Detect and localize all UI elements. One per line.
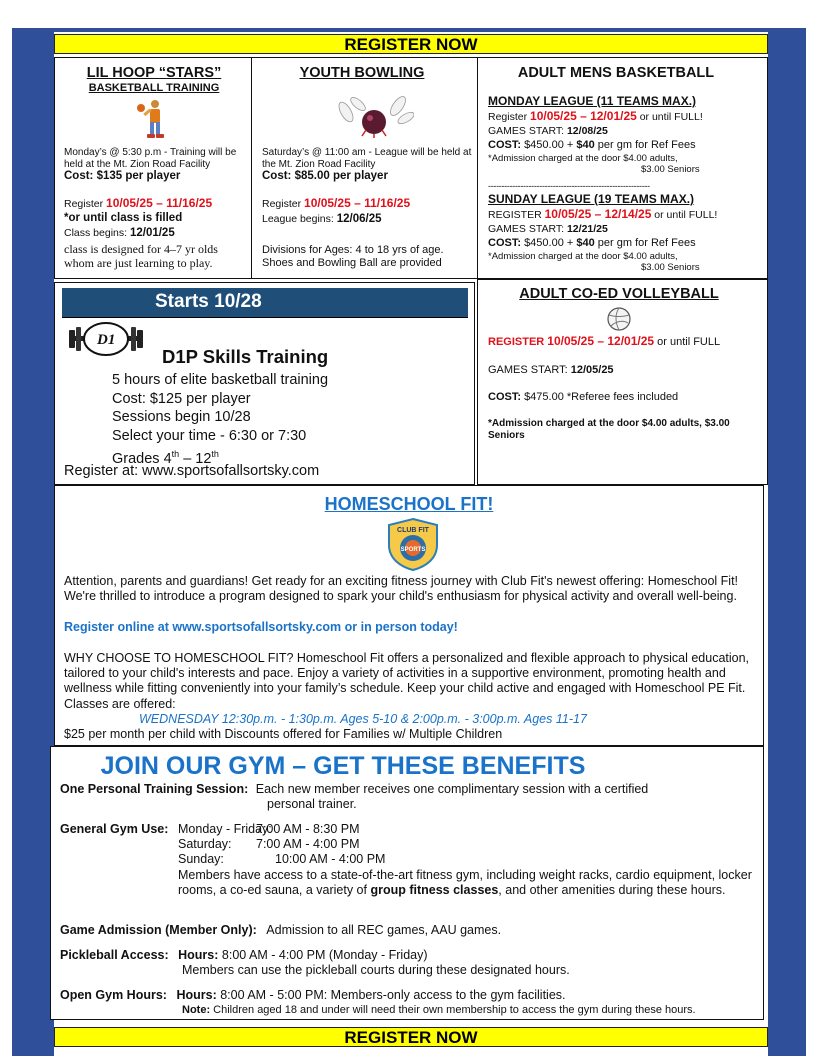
youth-bowling-schedule: Saturday’s @ 11:00 am - League will be held at the Mt. Zion Road Facility: [262, 147, 472, 170]
cost-suffix: per gm for Ref Fees: [597, 139, 696, 151]
monday-games: [488, 125, 608, 138]
cost-value: $475.00 *Referee fees included: [524, 391, 679, 403]
personal-label: One Personal Training Session:: [60, 782, 249, 796]
monday-register: [488, 110, 703, 124]
homeschool-register[interactable]: Register online at www.sportsofallsortsky.com or in person today!: [64, 620, 458, 634]
volleyball-register: [488, 335, 720, 349]
begins-date: 12/06/25: [336, 213, 382, 225]
d1p-line: Sessions begin 10/28: [112, 409, 251, 425]
monday-admission: *Admission charged at the door $4.00 adults,: [488, 153, 678, 164]
sunday-cost: [488, 237, 696, 250]
lil-hoop-schedule: Monday’s @ 5:30 p.m - Training will be held at the Mt. Zion Road Facility: [64, 147, 237, 170]
lil-hoop-until: *or until class is filled: [64, 212, 183, 224]
lil-hoop-description: class is designed for 4–7 yr olds whom are just learning to play.: [64, 242, 218, 270]
register-suffix: or until FULL!: [639, 111, 703, 123]
youth-bowling-begins: [262, 213, 382, 226]
hours-day: Sunday:: [178, 852, 224, 866]
youth-bowling-register: [262, 197, 410, 211]
club-fit-logo-text: CLUB FIT: [397, 527, 429, 534]
youth-bowling-cost: Cost: $85.00 per player: [262, 170, 388, 182]
hours-time: 7:00 AM - 4:00 PM: [256, 837, 360, 851]
d1p-line: Select your time - 6:30 or 7:30: [112, 427, 307, 444]
register-label: Register: [488, 111, 528, 123]
youth-bowling-divisions: Divisions for Ages: 4 to 18 yrs of age.: [262, 244, 444, 256]
begins-date: 12/01/25: [129, 227, 175, 239]
bowling-pins-icon: [336, 94, 414, 138]
volleyball-title: ADULT CO-ED VOLLEYBALL: [519, 286, 719, 302]
register-dates: 10/05/25 – 12/01/25: [530, 109, 637, 123]
gym-title: JOIN OUR GYM – GET THESE BENEFITS: [100, 752, 586, 780]
grades-sup: th: [171, 449, 180, 459]
cost-value: $450.00 +: [524, 237, 574, 249]
sunday-heading: SUNDAY LEAGUE (19 TEAMS MAX.): [488, 192, 695, 206]
register-label: REGISTER: [488, 209, 542, 221]
lil-hoop-cost: Cost: $135 per player: [64, 170, 181, 182]
register-label: Register: [262, 198, 302, 210]
d1p-register[interactable]: Register at: www.sportsofallsortsky.com: [64, 463, 320, 479]
d1p-line: Cost: $125 per player: [112, 390, 251, 407]
d1p-banner-text: Starts 10/28: [155, 291, 262, 312]
cost-label: COST:: [488, 139, 521, 151]
register-now-banner-bottom[interactable]: REGISTER NOW: [54, 1027, 768, 1047]
open-label: Open Gym Hours:: [60, 988, 167, 1002]
register-dates: 10/05/25 – 11/16/25: [304, 196, 411, 210]
general-desc: Members have access to a state-of-the-art fitness gym, including weight racks, cardio equipment, locker rooms, a co-ed sauna, a variety of: [178, 868, 752, 897]
games-date: 12/05/25: [570, 364, 614, 376]
d1p-panel: [54, 282, 475, 485]
open-hours-label: Hours:: [176, 988, 217, 1002]
note-text: Children aged 18 and under will need their own membership to access the gym during these hours.: [213, 1004, 696, 1016]
homeschool-panel: [54, 485, 764, 746]
grades-end: – 12: [179, 450, 212, 467]
gym-hours-row: [178, 837, 418, 852]
games-label: GAMES START:: [488, 125, 565, 137]
d1p-logo: [67, 321, 145, 359]
games-label: GAMES START:: [488, 223, 565, 235]
register-dates: 10/05/25 – 12/01/25: [547, 334, 655, 348]
homeschool-schedule: WEDNESDAY 12:30p.m. - 1:30p.m. Ages 5-10 & 2:00p.m. - 3:00p.m. Ages 11-17: [139, 712, 587, 726]
register-now-banner-top[interactable]: REGISTER NOW: [54, 34, 768, 54]
club-fit-logo-word: SPORTS: [400, 547, 426, 553]
register-label: REGISTER: [488, 336, 545, 348]
cost-value: $450.00 +: [524, 139, 574, 151]
hours-day: Monday - Friday:: [178, 822, 272, 836]
club-fit-logo: [387, 517, 439, 571]
personal-training-row: [60, 782, 648, 797]
games-date: 12/08/25: [566, 125, 608, 137]
volleyball-panel: [477, 279, 768, 485]
game-text: Admission to all REC games, AAU games.: [266, 923, 502, 937]
monday-heading: MONDAY LEAGUE (11 TEAMS MAX.): [488, 94, 697, 108]
open-hours: 8:00 AM - 5:00 PM: Members-only access to the gym facilities.: [220, 988, 566, 1002]
volleyball-games: [488, 364, 614, 377]
d1p-title: D1P Skills Training: [162, 346, 329, 367]
volleyball-cost: [488, 391, 678, 404]
personal-text: Each new member receives one complimentary session with a certified: [255, 782, 649, 796]
homeschool-price: $25 per month per child with Discounts offered for Families w/ Multiple Children: [64, 727, 503, 741]
begins-label: Class begins:: [64, 227, 128, 239]
youth-bowling-shoes: Shoes and Bowling Ball are provided: [262, 257, 442, 269]
hours-day: Saturday:: [178, 837, 232, 851]
youth-bowling-title: YOUTH BOWLING: [299, 65, 425, 81]
cost-label: COST:: [488, 237, 521, 249]
general-label: General Gym Use:: [60, 822, 169, 836]
register-suffix: or until FULL!: [654, 209, 718, 221]
cost-suffix: per gm for Ref Fees: [597, 237, 696, 249]
register-dates: 10/05/25 – 12/14/25: [544, 207, 652, 221]
monday-cost: [488, 139, 696, 152]
d1p-details: [112, 371, 328, 468]
games-date: 12/21/25: [566, 223, 608, 235]
sunday-games: [488, 223, 608, 236]
general-desc-end: , and other amenities during these hours.: [498, 883, 726, 897]
lil-hoop-subtitle: BASKETBALL TRAINING: [88, 82, 220, 94]
lil-hoop-panel: [54, 57, 252, 279]
register-suffix: or until FULL: [657, 336, 721, 348]
sunday-admission: *Admission charged at the door $4.00 adults,: [488, 251, 678, 262]
hours-time: 10:00 AM - 4:00 PM: [275, 852, 386, 866]
grades-start: Grades 4: [112, 450, 172, 467]
gym-hours: [178, 822, 418, 867]
begins-label: League begins:: [262, 213, 334, 225]
games-label: GAMES START:: [488, 364, 568, 376]
cost-extra: $40: [576, 139, 595, 151]
homeschool-intro: Attention, parents and guardians! Get ready for an exciting fitness journey with Club Fit's newest offering: Homeschool Fit! We're thrilled to introduce a program designed to spark your child's enthusiasm for physical activity and overall well-being.: [64, 574, 739, 604]
homeschool-why: WHY CHOOSE TO HOMESCHOOL FIT? Homeschool Fit offers a personalized and flexible approach to physical education, tailored to your child's interests and pace. Enjoy a variety of activities in a supportive environment, promoting health and wellness while fitting conveniently into your family’s schedule. Keep your child active and engaged with Homeschool PE Fit. Classes are offered:: [64, 651, 750, 711]
open-gym-note: [182, 1003, 696, 1016]
adult-mens-panel: [477, 57, 768, 279]
volleyball-admission: *Admission charged at the door $4.00 adults, $3.00 Seniors: [488, 418, 730, 441]
lil-hoop-begins: [64, 227, 175, 240]
gym-hours-row: [178, 852, 418, 867]
d1p-logo-text: D1: [97, 332, 116, 348]
homeschool-title: HOMESCHOOL FIT!: [324, 494, 494, 514]
note-label: Note:: [182, 1004, 211, 1016]
pickle-label: Pickleball Access:: [60, 948, 169, 962]
pickleball-desc: Members can use the pickleball courts during these designated hours.: [182, 963, 570, 977]
d1p-line: 5 hours of elite basketball training: [112, 372, 329, 388]
pickle-hours: 8:00 AM - 4:00 PM (Monday - Friday): [221, 948, 428, 962]
general-gym-desc: [178, 868, 758, 898]
register-label: Register: [64, 198, 104, 210]
lil-hoop-register: [64, 197, 212, 211]
cost-label: COST:: [488, 391, 521, 403]
d1p-banner: [62, 288, 468, 318]
gym-hours-row: [178, 822, 418, 837]
youth-bowling-panel: [251, 57, 478, 279]
cost-extra: $40: [576, 237, 595, 249]
hours-time: 7:00 AM - 8:30 PM: [256, 822, 360, 836]
personal-text-cont: personal trainer.: [267, 797, 357, 811]
grades-sup: th: [211, 449, 219, 459]
basketball-player-icon: [129, 98, 175, 142]
adult-mens-title: ADULT MENS BASKETBALL: [517, 65, 715, 81]
lil-hoop-title: LIL HOOP “STARS”: [86, 65, 222, 81]
league-divider: ------------------------------------------------------------: [488, 181, 650, 191]
open-gym-row: [60, 988, 566, 1003]
volleyball-icon: [606, 306, 632, 332]
general-gym-label: [60, 822, 168, 837]
game-admission-row: [60, 923, 501, 938]
register-dates: 10/05/25 – 11/16/25: [106, 196, 213, 210]
sunday-seniors: $3.00 Seniors: [641, 262, 700, 273]
pickleball-row: [60, 948, 428, 963]
sunday-register: [488, 208, 717, 222]
monday-seniors: $3.00 Seniors: [641, 164, 700, 175]
game-label: Game Admission (Member Only):: [60, 923, 257, 937]
pickle-hours-label: Hours:: [178, 948, 219, 962]
general-desc-bold: group fitness classes: [370, 883, 499, 897]
